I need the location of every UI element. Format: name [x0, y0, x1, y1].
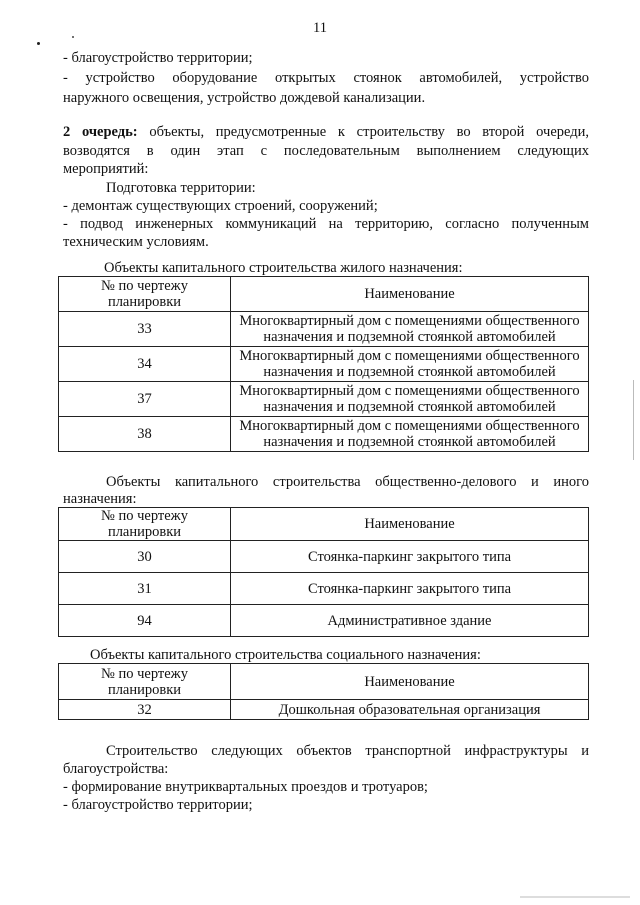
cell-name: Дошкольная образовательная организация	[231, 700, 589, 720]
list-item-continuation: наружного освещения, устройство дождевой канализации.	[63, 90, 426, 106]
header-number: № по чертежу планировки	[59, 664, 231, 700]
list-item: - устройство оборудование открытых стоянок автомобилей, устройство	[63, 70, 589, 86]
cell-name: Стоянка-паркинг закрытого типа	[231, 541, 589, 573]
cell-number: 34	[59, 347, 231, 382]
cell-name: Многоквартирный дом с помещениями общественного назначения и подземной стоянкой автомобилей	[231, 347, 589, 382]
table-header-row	[59, 508, 589, 541]
table-residential	[58, 276, 589, 452]
cell-name: Стоянка-паркинг закрытого типа	[231, 573, 589, 605]
list-item: - подвод инженерных коммуникаций на территорию, согласно полученным	[63, 216, 589, 232]
cell-number: 30	[59, 541, 231, 573]
table-header-row	[59, 277, 589, 312]
cell-number: 94	[59, 605, 231, 637]
scan-edge-mark	[520, 896, 630, 898]
table-public-business	[58, 507, 589, 637]
list-item: - благоустройство территории;	[63, 50, 253, 66]
stage2-line	[63, 124, 589, 141]
table-row	[59, 382, 589, 417]
cell-name: Многоквартирный дом с помещениями общественного назначения и подземной стоянкой автомобилей	[231, 382, 589, 417]
cell-name: Административное здание	[231, 605, 589, 637]
list-item-continuation: техническим условиям.	[63, 234, 209, 250]
stage2-line: возводятся в один этап с последовательным выполнением следующих	[63, 143, 589, 159]
scan-speck	[72, 36, 74, 38]
list-item: - благоустройство территории;	[63, 797, 253, 813]
cell-number: 38	[59, 417, 231, 452]
header-number: № по чертежу планировки	[59, 508, 231, 541]
bottom-line: благоустройства:	[63, 761, 169, 777]
header-name: Наименование	[231, 277, 589, 312]
cell-number: 31	[59, 573, 231, 605]
table-row	[59, 573, 589, 605]
table-row	[59, 605, 589, 637]
scan-speck	[37, 42, 40, 45]
table-row	[59, 541, 589, 573]
header-name: Наименование	[231, 508, 589, 541]
table-header-row	[59, 664, 589, 700]
stage2-text: объекты, предусмотренные к строительству во второй очереди,	[149, 124, 590, 140]
stage2-bold-label: 2 очередь:	[63, 124, 138, 140]
cell-number: 33	[59, 312, 231, 347]
bottom-line: Строительство следующих объектов транспортной инфраструктуры и	[106, 743, 589, 759]
cell-number: 32	[59, 700, 231, 720]
table3-caption: Объекты капитального строительства социального назначения:	[90, 647, 481, 663]
table-row	[59, 312, 589, 347]
prep-title: Подготовка территории:	[106, 180, 256, 196]
page-number: 11	[313, 20, 327, 36]
table2-caption: Объекты капитального строительства общественно-делового и иного	[106, 474, 589, 490]
cell-name: Многоквартирный дом с помещениями общественного назначения и подземной стоянкой автомобилей	[231, 312, 589, 347]
table-row	[59, 417, 589, 452]
cell-name: Многоквартирный дом с помещениями общественного назначения и подземной стоянкой автомобилей	[231, 417, 589, 452]
table2-caption-continuation: назначения:	[63, 491, 137, 507]
header-name: Наименование	[231, 664, 589, 700]
table-row	[59, 700, 589, 720]
table-row	[59, 347, 589, 382]
header-number: № по чертежу планировки	[59, 277, 231, 312]
list-item: - формирование внутриквартальных проездов и тротуаров;	[63, 779, 428, 795]
scan-edge-mark	[633, 380, 634, 460]
table-social	[58, 663, 589, 720]
stage2-line: мероприятий:	[63, 161, 149, 177]
list-item: - демонтаж существующих строений, сооружений;	[63, 198, 378, 214]
cell-number: 37	[59, 382, 231, 417]
table1-caption: Объекты капитального строительства жилого назначения:	[104, 260, 463, 276]
